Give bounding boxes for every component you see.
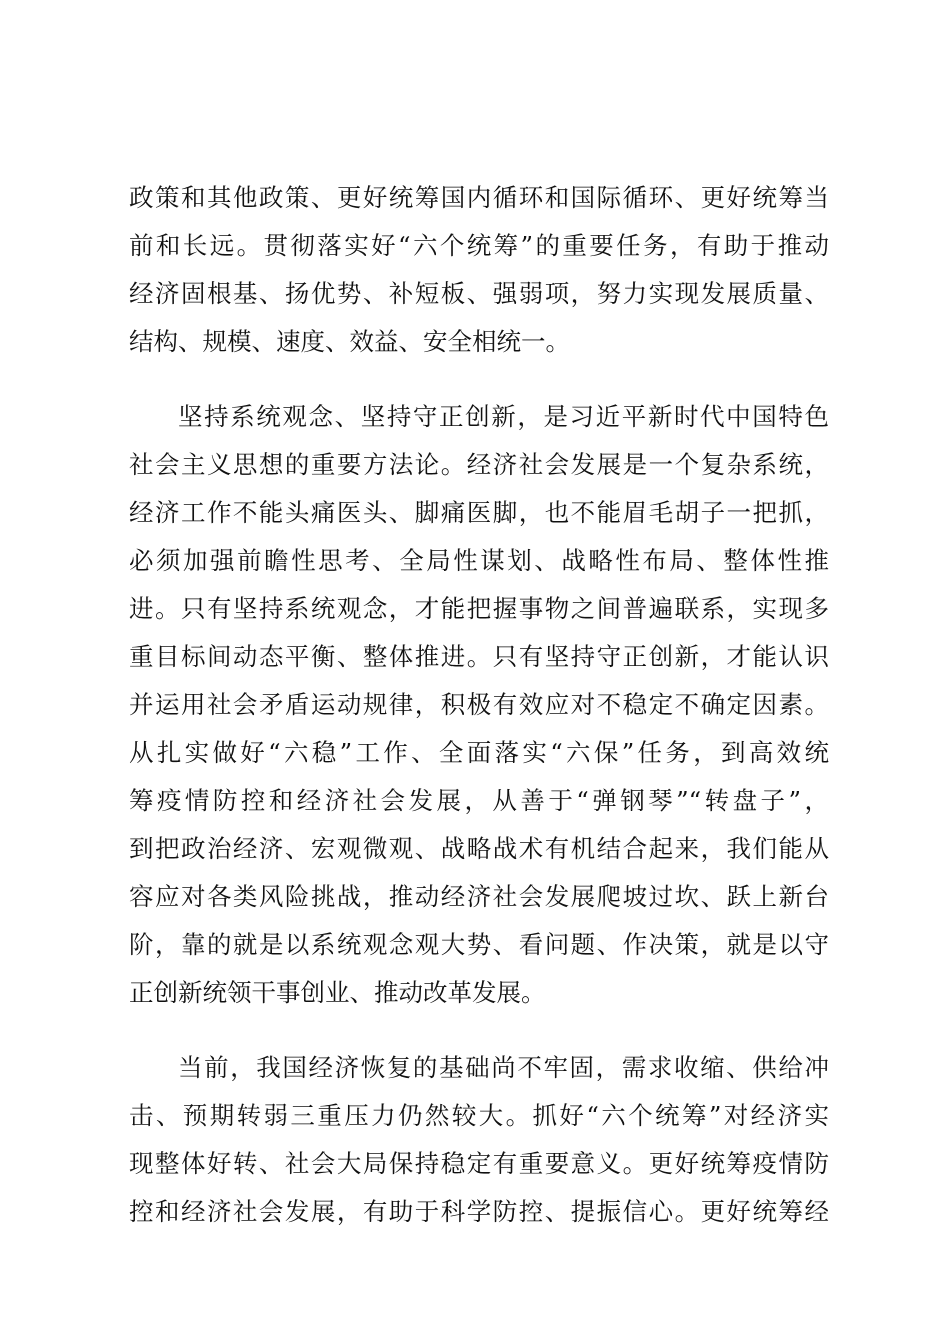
text-line: 重目标间动态平衡、整体推进。只有坚持守正创新，才能认识 <box>129 642 829 671</box>
paragraph-spacer <box>129 1017 829 1044</box>
text-line: 政策和其他政策、更好统筹国内循环和国际循环、更好统筹当 <box>129 183 829 212</box>
text-line: 社会主义思想的重要方法论。经济社会发展是一个复杂系统， <box>129 450 829 479</box>
text-line: 进。只有坚持系统观念，才能把握事物之间普遍联系，实现多 <box>129 594 829 623</box>
text-line: 前和长远。贯彻落实好“六个统筹”的重要任务，有助于推动 <box>129 231 829 260</box>
text-line: 经济工作不能头痛医头、脚痛医脚，也不能眉毛胡子一把抓， <box>129 498 829 527</box>
text-line: 阶，靠的就是以系统观念观大势、看问题、作决策，就是以守 <box>129 930 829 959</box>
text-line: 从扎实做好“六稳”工作、全面落实“六保”任务，到高效统 <box>129 738 829 767</box>
text-line: 到把政治经济、宏观微观、战略战术有机结合起来，我们能从 <box>129 834 829 863</box>
paragraph-2 <box>129 393 829 1017</box>
text-line: 容应对各类风险挑战，推动经济社会发展爬坡过坎、跃上新台 <box>129 882 829 911</box>
paragraph-spacer <box>129 366 829 393</box>
text-line: 坚持系统观念、坚持守正创新，是习近平新时代中国特色 <box>178 402 829 431</box>
paragraph-1 <box>129 174 829 366</box>
text-line: 经济固根基、扬优势、补短板、强弱项，努力实现发展质量、 <box>129 279 829 308</box>
text-line: 必须加强前瞻性思考、全局性谋划、战略性布局、整体性推 <box>129 546 829 575</box>
text-line: 正创新统领干事创业、推动改革发展。 <box>129 978 546 1007</box>
text-line: 击、预期转弱三重压力仍然较大。抓好“六个统筹”对经济实 <box>129 1101 829 1130</box>
text-line: 现整体好转、社会大局保持稳定有重要意义。更好统筹疫情防 <box>129 1149 829 1178</box>
text-line: 结构、规模、速度、效益、安全相统一。 <box>129 327 570 356</box>
text-line: 筹疫情防控和经济社会发展，从善于“弹钢琴”“转盘子”， <box>129 786 829 815</box>
text-line: 并运用社会矛盾运动规律，积极有效应对不稳定不确定因素。 <box>129 690 829 719</box>
paragraph-3 <box>129 1044 829 1236</box>
document-body <box>129 174 829 1236</box>
text-line: 控和经济社会发展，有助于科学防控、提振信心。更好统筹经 <box>129 1197 829 1226</box>
text-line: 当前，我国经济恢复的基础尚不牢固，需求收缩、供给冲 <box>178 1053 829 1082</box>
